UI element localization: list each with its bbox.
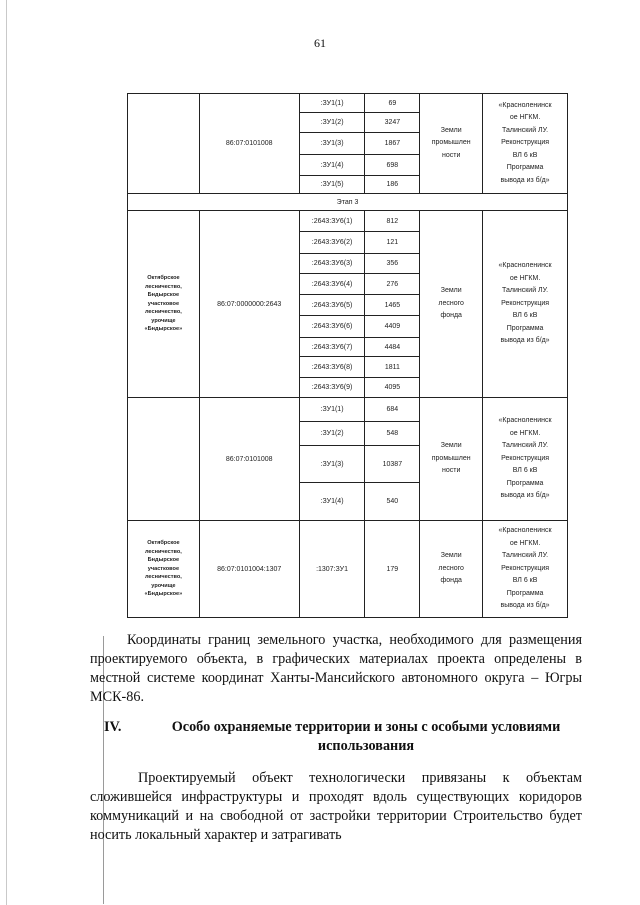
table-row [128,398,568,422]
object-name-line: ое НГКМ. [509,274,541,282]
object-name-line: «Красноленинск [498,417,552,425]
sub-plot-id-cell: :2643:ЗУ6(7) [299,338,365,357]
area-cell: 812 [365,211,420,232]
object-name-line: Реконструкция [501,564,550,572]
object-name-line: Реконструкция [501,139,550,147]
object-name-line: «Красноленинск [498,527,552,535]
area-cell: 356 [365,254,420,274]
cadastral-number-cell: 86:07:0101008 [199,94,299,194]
area-cell: 276 [365,274,420,295]
area-cell: 684 [365,398,420,422]
sub-plot-id-cell: :2643:ЗУ6(1) [299,211,365,232]
object-name-line: Программа [506,164,544,172]
cadastral-number-cell: 86:07:0101008 [199,398,299,521]
location-line: Бндырское [147,292,180,299]
object-name-line: вывода из б/д» [500,492,550,500]
object-name-cell [483,521,568,618]
location-line: лесничество, [144,283,182,290]
land-category-line: лесного [438,299,464,307]
object-name-line: Реконструкция [501,454,550,462]
location-line: «Бндырское» [144,591,183,598]
area-cell: 3247 [365,113,420,133]
section-number: IV. [104,719,122,735]
sub-plot-id-cell: :ЗУ1(3) [299,446,365,483]
land-category-line: фонда [440,577,462,585]
stage-label: Этап 3 [128,194,568,211]
object-name-line: Талинский ЛУ. [502,287,549,295]
area-cell: 1465 [365,295,420,316]
location-cell [128,94,200,194]
object-name-cell [483,94,568,194]
object-name-line: вывода из б/д» [500,176,550,184]
land-category-line: Земли [440,287,462,295]
area-cell: 186 [365,176,420,194]
sub-plot-id-cell: :1307:ЗУ1 [299,521,365,618]
land-category-cell [420,521,483,618]
sub-plot-id-cell: :ЗУ1(3) [299,133,365,155]
land-category-line: Земли [440,126,462,134]
object-name-line: вывода из б/д» [500,602,550,610]
land-plots-table [127,93,568,618]
area-cell: 548 [365,422,420,446]
section-title: Особо охраняемые территории и зоны с особыми условиями использования [171,719,561,754]
page-edge-line [6,0,7,905]
object-name-line: Талинский ЛУ. [502,552,549,560]
location-cell [128,211,200,398]
object-name-line: Программа [506,324,544,332]
cadastral-number-cell: 86:07:0101004:1307 [199,521,299,618]
area-cell: 69 [365,94,420,113]
sub-plot-id-cell: :2643:ЗУ6(4) [299,274,365,295]
sub-plot-id-cell: :2643:ЗУ6(8) [299,357,365,378]
location-line: участковое [147,300,180,307]
sub-plot-id-cell: :2643:ЗУ6(9) [299,378,365,398]
land-category-line: лесного [438,564,464,572]
area-cell: 4484 [365,338,420,357]
cadastral-number-cell: 86:07:0000000:2643 [199,211,299,398]
object-name-line: Реконструкция [501,299,550,307]
location-line: урочище [151,317,176,324]
object-name-line: ВЛ 6 кВ [512,151,538,159]
sub-plot-id-cell: :ЗУ1(4) [299,483,365,521]
sub-plot-id-cell: :ЗУ1(2) [299,113,365,133]
page-number: 61 [314,36,326,50]
object-name-line: Программа [506,589,544,597]
object-name-line: вывода из б/д» [500,337,550,345]
area-cell: 1867 [365,133,420,155]
land-category-cell [420,211,483,398]
location-line: «Бндырское» [144,326,183,333]
area-cell: 540 [365,483,420,521]
location-line: Октябрское [147,539,180,546]
sub-plot-id-cell: :2643:ЗУ6(2) [299,232,365,254]
object-name-line: ВЛ 6 кВ [512,312,538,320]
land-category-line: Земли [440,442,462,450]
object-name-line: Талинский ЛУ. [502,442,549,450]
location-line: участковое [147,565,180,572]
location-cell [128,521,200,618]
sub-plot-id-cell: :ЗУ1(2) [299,422,365,446]
object-name-line: «Красноленинск [498,101,552,109]
location-line: лесничество, [144,574,182,581]
location-line: Бндырское [147,557,180,564]
object-name-line: Талинский ЛУ. [502,126,549,134]
object-name-line: ВЛ 6 кВ [512,577,538,585]
table-row [128,521,568,618]
stage-row [128,194,568,211]
coordinates-paragraph: Координаты границ земельного участка, необходимого для размещения проектируемого объекта, в графических материалах проекта определены в местной системе координат Ханты-Мансийского автономного округа – Югры МСК-86. [90,632,582,705]
object-name-line: ое НГКМ. [509,539,541,547]
land-category-line: промышлен [431,454,471,462]
object-name-line: ВЛ 6 кВ [512,467,538,475]
sub-plot-id-cell: :2643:ЗУ6(3) [299,254,365,274]
area-cell: 4095 [365,378,420,398]
sub-plot-id-cell: :ЗУ1(1) [299,398,365,422]
location-line: урочище [151,582,176,589]
section-heading [104,718,584,756]
object-name-line: ое НГКМ. [509,114,541,122]
location-line: лесничество, [144,309,182,316]
land-category-line: промышлен [431,139,471,147]
sub-plot-id-cell: :ЗУ1(5) [299,176,365,194]
area-cell: 121 [365,232,420,254]
table-row [128,94,568,113]
land-category-line: Земли [440,552,462,560]
sub-plot-id-cell: :ЗУ1(4) [299,155,365,176]
object-name-cell [483,398,568,521]
land-category-cell [420,398,483,521]
location-line: лесничество, [144,548,182,555]
sub-plot-id-cell: :ЗУ1(1) [299,94,365,113]
land-category-line: ности [442,467,461,475]
land-table-body [128,94,568,618]
project-paragraph: Проектируемый объект технологически привязаны к объектам сложившейся инфраструктуры и проходят вдоль существующих коридоров коммуникаций и на свободной от застройки территории Строительство будет носить локальный характер и затрагивать [90,770,582,843]
object-name-line: ое НГКМ. [509,429,541,437]
land-category-line: фонда [440,312,462,320]
table-row [128,211,568,232]
object-name-line: Программа [506,479,544,487]
land-category-line: ности [442,151,461,159]
location-cell [128,398,200,521]
object-name-line: «Красноленинск [498,262,552,270]
area-cell: 4409 [365,316,420,338]
area-cell: 10387 [365,446,420,483]
sub-plot-id-cell: :2643:ЗУ6(5) [299,295,365,316]
area-cell: 179 [365,521,420,618]
area-cell: 698 [365,155,420,176]
location-line: Октябрское [147,274,180,281]
object-name-cell [483,211,568,398]
area-cell: 1811 [365,357,420,378]
sub-plot-id-cell: :2643:ЗУ6(6) [299,316,365,338]
land-category-cell [420,94,483,194]
